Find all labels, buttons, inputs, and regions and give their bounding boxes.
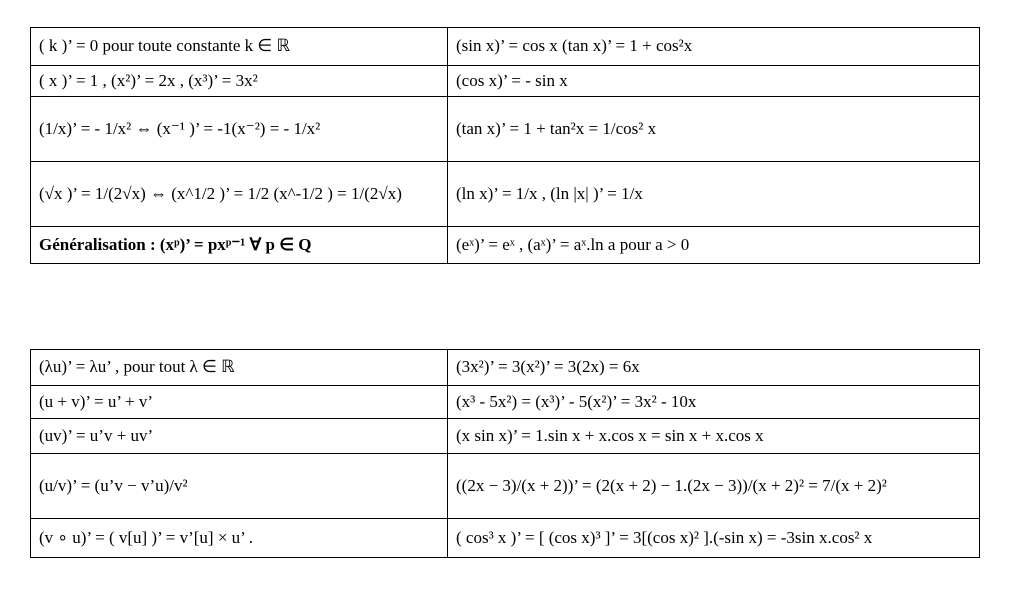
formula: (u + v)’ = u’ + v’ — [39, 391, 154, 411]
table-cell — [31, 227, 448, 264]
table-row — [31, 454, 980, 519]
rules-table — [30, 349, 980, 558]
table-row — [31, 162, 980, 227]
table-cell — [448, 227, 980, 264]
table-cell — [448, 28, 980, 66]
table-cell — [31, 386, 448, 419]
formula: (λu)’ = λu’ , pour tout λ ∈ ℝ — [39, 357, 235, 377]
formula: Généralisation : (xᵖ)’ = pxᵖ⁻¹ ∀ p ∈ Q — [39, 234, 312, 254]
table-row — [31, 419, 980, 454]
formula: (3x²)’ = 3(x²)’ = 3(2x) = 6x — [456, 357, 640, 377]
formula: (tan x)’ = 1 + tan²x = 1/cos² x — [456, 118, 657, 138]
table-cell — [31, 66, 448, 97]
formula: (√x )’ = 1/(2√x) ⇔ (x^1/2 )’ = 1/2 (x^-1/2 ) = 1/(2√x) — [39, 183, 402, 203]
table-cell — [448, 66, 980, 97]
table-cell — [448, 97, 980, 162]
formula: ( x )’ = 1 , (x²)’ = 2x , (x³)’ = 3x² — [39, 70, 258, 90]
table-cell — [448, 350, 980, 386]
formula: (eˣ)’ = eˣ , (aˣ)’ = aˣ.ln a pour a > 0 — [456, 234, 690, 254]
table-cell — [448, 386, 980, 419]
table-cell — [448, 519, 980, 558]
table-cell — [31, 519, 448, 558]
formula: (1/x)’ = - 1/x² ⇔ (x⁻¹ )’ = -1(x⁻²) = - 1/x² — [39, 118, 321, 138]
table-cell — [448, 454, 980, 519]
table-row — [31, 28, 980, 66]
formula: (cos x)’ = - sin x — [456, 70, 568, 90]
formula: (u/v)’ = (u’v − v’u)/v² — [39, 475, 188, 495]
table-cell — [31, 162, 448, 227]
formula: (x sin x)’ = 1.sin x + x.cos x = sin x + x.cos x — [456, 425, 764, 445]
formula: ( k )’ = 0 pour toute constante k ∈ ℝ — [39, 36, 290, 56]
table-row — [31, 519, 980, 558]
table-row — [31, 66, 980, 97]
table-cell — [448, 162, 980, 227]
formula: (sin x)’ = cos x (tan x)’ = 1 + cos²x — [456, 36, 693, 56]
formula: (ln x)’ = 1/x , (ln |x| )’ = 1/x — [456, 183, 643, 203]
table-cell — [31, 97, 448, 162]
formula: ((2x − 3)/(x + 2))’ = (2(x + 2) − 1.(2x − 3))/(x + 2)² = 7/(x + 2)² — [456, 475, 887, 495]
table-row — [31, 97, 980, 162]
table-cell — [31, 454, 448, 519]
formula: (v ∘ u)’ = ( v[u] )’ = v’[u] × u’ . — [39, 527, 254, 547]
table-row — [31, 227, 980, 264]
table-row — [31, 386, 980, 419]
table-row — [31, 350, 980, 386]
formula: ( cos³ x )’ = [ (cos x)³ ]’ = 3[(cos x)² ].(-sin x) = -3sin x.cos² x — [456, 527, 873, 547]
table-cell — [31, 419, 448, 454]
table-cell — [31, 28, 448, 66]
table-cell — [31, 350, 448, 386]
formula: (uv)’ = u’v + uv’ — [39, 425, 154, 445]
formula: (x³ - 5x²) = (x³)’ - 5(x²)’ = 3x² - 10x — [456, 391, 697, 411]
derivatives-table — [30, 27, 980, 264]
table-cell — [448, 419, 980, 454]
